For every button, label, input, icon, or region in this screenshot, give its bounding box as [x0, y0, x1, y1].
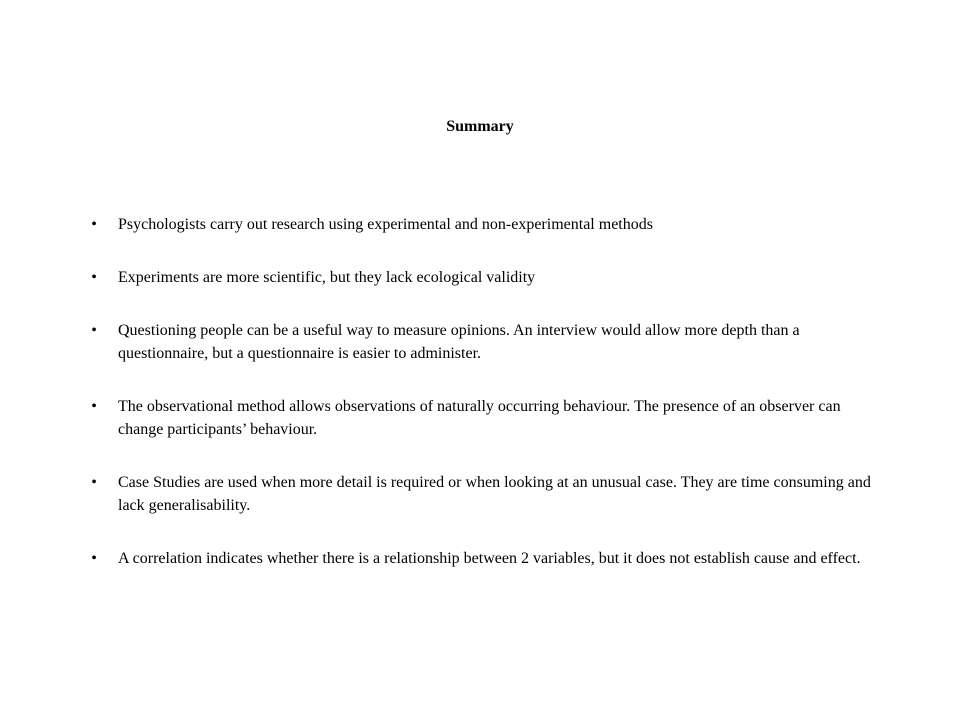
bullet-icon: •	[91, 269, 97, 286]
bullet-text: Experiments are more scientific, but they lack ecological validity	[118, 269, 536, 286]
bullet-list	[84, 213, 884, 600]
bullet-item	[84, 395, 884, 441]
bullet-icon: •	[91, 322, 97, 339]
bullet-item	[84, 547, 884, 570]
bullet-item	[84, 266, 884, 289]
bullet-icon: •	[91, 474, 97, 491]
bullet-text: Questioning people can be a useful way to measure opinions. An interview would allow more depth than a questionnaire, but a questionnaire is easier to administer.	[118, 322, 800, 362]
slide-title: Summary	[446, 118, 514, 135]
bullet-text: Psychologists carry out research using experimental and non-experimental methods	[118, 216, 653, 233]
bullet-icon: •	[91, 550, 97, 567]
bullet-icon: •	[91, 398, 97, 415]
bullet-text: The observational method allows observations of naturally occurring behaviour. The presence of an observer can change participants’ behaviour.	[118, 398, 841, 438]
bullet-item	[84, 213, 884, 236]
bullet-text: A correlation indicates whether there is a relationship between 2 variables, but it does not establish cause and effect.	[118, 550, 861, 567]
bullet-item	[84, 471, 884, 517]
bullet-item	[84, 319, 884, 365]
bullet-icon: •	[91, 216, 97, 233]
bullet-text: Case Studies are used when more detail is required or when looking at an unusual case. They are time consuming and lack generalisability.	[118, 474, 871, 514]
